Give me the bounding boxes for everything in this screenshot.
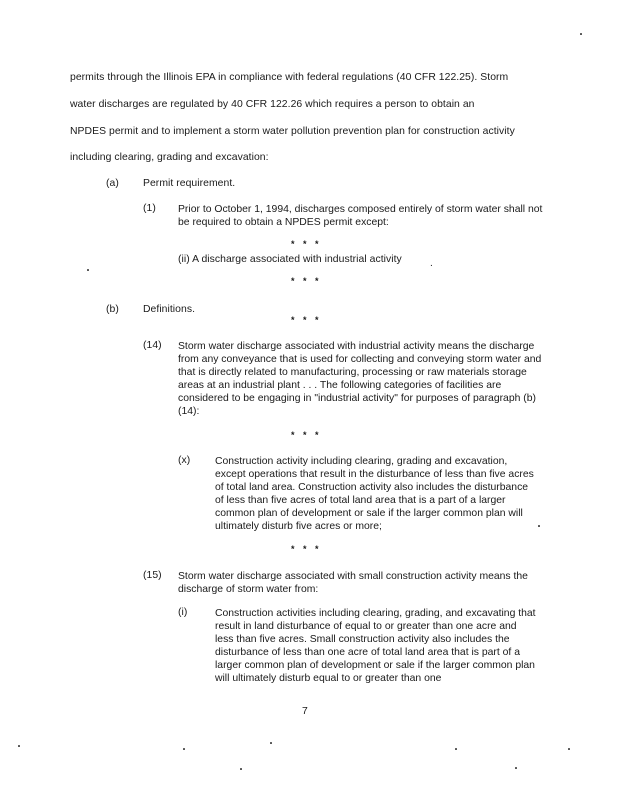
- item-ii-text: (ii) A discharge associated with industrial activity: [178, 254, 402, 265]
- ellipsis-stars: * * *: [291, 430, 322, 440]
- item-i-marker: (i): [178, 607, 188, 618]
- item-1-marker: (1): [143, 203, 156, 214]
- section-a-marker: (a): [106, 178, 119, 189]
- intro-line-1: permits through the Illinois EPA in compliance with federal regulations (40 CFR 122.25). Storm: [70, 72, 509, 83]
- intro-line-2: water discharges are regulated by 40 CFR 122.26 which requires a person to obtain an: [70, 99, 475, 110]
- stray-dot: .: [430, 258, 433, 269]
- item-15-marker: (15): [143, 570, 162, 581]
- item-x-marker: (x): [178, 455, 191, 466]
- intro-line-3: NPDES permit and to implement a storm water pollution prevention plan for construction activity: [70, 126, 515, 137]
- item-15-text: Storm water discharge associated with small construction activity means the discharge of storm water from:: [178, 571, 528, 595]
- page-number: 7: [302, 706, 308, 717]
- item-i-text: Construction activities including clearing, grading, and excavating that result in land disturbance of equal to or greater than one acre and less than five acres. Small construction activity also includes the disturbance of less than one acre of total land area that is part of a larger common plan of development or sale if the larger common plan will ultimately disturb equal to or greater than one: [215, 608, 536, 684]
- scan-speck: [18, 745, 20, 747]
- item-14-text: Storm water discharge associated with industrial activity means the discharge from any conveyance that is used for collecting and conveying storm water and that is directly related to manufacturing, processing or raw materials storage areas at an industrial plant . . . The following categories of facilities are considered to be engaging in "industrial activity" for purposes of paragraph (b)(14):: [178, 341, 542, 417]
- item-1-text: Prior to October 1, 1994, discharges composed entirely of storm water shall not be required to obtain a NPDES permit except:: [178, 204, 543, 228]
- ellipsis-stars: * * *: [291, 239, 322, 249]
- item-x-text: Construction activity including clearing, grading and excavation, except operations that result in the disturbance of less than five acres of total land area. Construction activity also includes the disturbance of less than five acres of total land area that is a part of a larger common plan of development or sale if the larger common plan will ultimately disturb five acres or more;: [215, 456, 534, 532]
- scan-speck: [568, 748, 570, 750]
- scan-speck: [183, 748, 185, 750]
- item-14-marker: (14): [143, 340, 162, 351]
- intro-line-4: including clearing, grading and excavation:: [70, 152, 269, 163]
- ellipsis-stars: * * *: [291, 276, 322, 286]
- section-a-heading: Permit requirement.: [143, 178, 236, 189]
- scan-speck: [515, 767, 517, 769]
- section-b-heading: Definitions.: [143, 304, 196, 315]
- ellipsis-stars: * * *: [291, 544, 322, 554]
- scan-speck: [538, 525, 540, 527]
- scan-speck: [240, 768, 242, 770]
- scan-speck: [87, 269, 89, 271]
- scan-speck: [270, 742, 272, 744]
- ellipsis-stars: * * *: [291, 315, 322, 325]
- section-b-marker: (b): [106, 304, 119, 315]
- scan-speck: [455, 748, 457, 750]
- scan-speck: [580, 33, 582, 35]
